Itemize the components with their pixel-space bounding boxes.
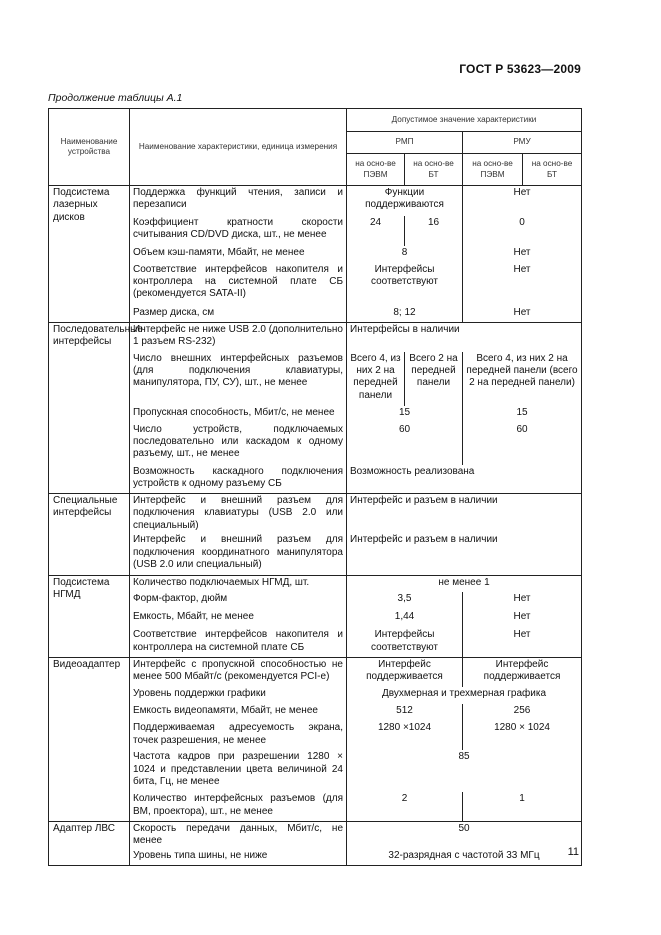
col-rmp-pc-header: на осно-ве ПЭВМ xyxy=(347,154,405,186)
value-rmp: 15 xyxy=(347,406,463,423)
col-allowed-header: Допустимое значение характеристики xyxy=(347,109,582,132)
page-number: 11 xyxy=(567,846,579,858)
value-rmu: 15 xyxy=(463,406,582,423)
value-rmu: 1280 × 1024 xyxy=(463,721,582,750)
device-sequential: Последовательные интерфейсы xyxy=(49,323,130,494)
device-fdd: Подсистема НГМД xyxy=(49,575,130,657)
characteristic: Количество интерфейсных разъемов (для ВМ, проектора), шт., не менее xyxy=(130,792,347,821)
characteristic: Объем кэш-памяти, Мбайт, не менее xyxy=(130,246,347,263)
value-rmp: Интерфейсы соответствуют xyxy=(347,628,463,657)
value-rmp: 3,5 xyxy=(347,592,463,610)
value-rmu: Нет xyxy=(463,306,582,323)
characteristic: Интерфейс и внешний разъем для подключения клавиатуры (USB 2.0 или специальный) xyxy=(130,494,347,534)
characteristic: Емкость, Мбайт, не менее xyxy=(130,610,347,628)
value-all: Интерфейс и разъем в наличии xyxy=(347,533,582,575)
device-video: Видеоадаптер xyxy=(49,657,130,821)
table-row xyxy=(49,657,582,687)
value-rmp: Интерфейсы соответствуют xyxy=(347,263,463,306)
characteristic: Число внешних интерфейсных разъемов (для подключения клавиатуры, манипулятора, ПУ, СУ), шт., не менее xyxy=(130,352,347,406)
characteristic: Возможность каскадного подключения устройств к одному разъему СБ xyxy=(130,465,347,494)
value-all: 85 xyxy=(347,750,582,792)
characteristics-table xyxy=(48,108,582,866)
table-row xyxy=(49,575,582,592)
col-device-header: Наименование устройства xyxy=(49,109,130,186)
col-rmu-pc-header: на осно-ве ПЭВМ xyxy=(463,154,523,186)
characteristic: Соответствие интерфейсов накопителя и контроллера на системной плате СБ (рекомендуется SATA-II) xyxy=(130,263,347,306)
standard-number: ГОСТ Р 53623—2009 xyxy=(459,62,581,76)
value-rmp-bt: Всего 2 на передней панели xyxy=(405,352,463,406)
value-rmp: 60 xyxy=(347,423,463,465)
device-lan: Адаптер ЛВС xyxy=(49,821,130,865)
table-row xyxy=(49,494,582,534)
characteristic: Интерфейс с пропускной способностью не менее 500 Мбайт/с (рекомендуется PCI-e) xyxy=(130,657,347,687)
characteristic: Коэффициент кратности скорости считывания CD/DVD диска, шт., не менее xyxy=(130,216,347,246)
device-laser: Подсистема лазерных дисков xyxy=(49,186,130,323)
value-rmu: 0 xyxy=(463,216,582,246)
value-rmu: Нет xyxy=(463,263,582,306)
value-rmp: 2 xyxy=(347,792,463,821)
characteristic: Форм-фактор, дюйм xyxy=(130,592,347,610)
characteristic: Размер диска, см xyxy=(130,306,347,323)
characteristic: Число устройств, подключаемых последовательно или каскадом к одному разъему, шт., не менее xyxy=(130,423,347,465)
value-all: Двухмерная и трехмерная графика xyxy=(347,687,582,704)
value-rmp: 1,44 xyxy=(347,610,463,628)
value-all: Интерфейс и разъем в наличии xyxy=(347,494,582,534)
value-rmp-bt: 16 xyxy=(405,216,463,246)
value-all: не менее 1 xyxy=(347,575,582,592)
table-row xyxy=(49,323,582,352)
value-rmu: Нет xyxy=(463,610,582,628)
value-all: Возможность реализована xyxy=(347,465,582,494)
characteristic: Уровень типа шины, не ниже xyxy=(130,849,347,866)
value-rmu: 60 xyxy=(463,423,582,465)
characteristic: Поддерживаемая адресуемость экрана, точек разрешения, не менее xyxy=(130,721,347,750)
value-all: 32-разрядная с частотой 33 МГц xyxy=(347,849,582,866)
value-rmp-pc: Всего 4, из них 2 на передней панели xyxy=(347,352,405,406)
device-special: Специальные интерфейсы xyxy=(49,494,130,576)
value-rmp-pc: 24 xyxy=(347,216,405,246)
col-characteristic-header: Наименование характеристики, единица измерения xyxy=(130,109,347,186)
table-continuation-caption: Продолжение таблицы А.1 xyxy=(48,92,183,104)
value-rmp: 8; 12 xyxy=(347,306,463,323)
value-all: 50 xyxy=(347,821,582,848)
characteristic: Интерфейс не ниже USB 2.0 (дополнительно 1 разъем RS-232) xyxy=(130,323,347,352)
characteristic: Количество подключаемых НГМД, шт. xyxy=(130,575,347,592)
characteristic: Поддержка функций чтения, записи и перезаписи xyxy=(130,186,347,216)
table-row xyxy=(49,186,582,216)
col-rmp-header: РМП xyxy=(347,132,463,154)
value-rmu: Нет xyxy=(463,186,582,216)
value-all: Интерфейсы в наличии xyxy=(347,323,582,352)
characteristic: Интерфейс и внешний разъем для подключения координатного манипулятора (USB 2.0 или специальный) xyxy=(130,533,347,575)
characteristic: Соответствие интерфейсов накопителя и контроллера на системной плате СБ xyxy=(130,628,347,657)
value-rmp: 512 xyxy=(347,704,463,721)
col-rmu-header: РМУ xyxy=(463,132,582,154)
value-rmu: 256 xyxy=(463,704,582,721)
value-rmu: Нет xyxy=(463,592,582,610)
value-rmu: Нет xyxy=(463,628,582,657)
value-rmp: 8 xyxy=(347,246,463,263)
value-rmp: 1280 ×1024 xyxy=(347,721,463,750)
characteristic: Пропускная способность, Мбит/с, не менее xyxy=(130,406,347,423)
value-rmu: Интерфейс поддерживается xyxy=(463,657,582,687)
value-rmu: Всего 4, из них 2 на передней панели (всего 2 на передней панели) xyxy=(463,352,582,406)
value-rmu: 1 xyxy=(463,792,582,821)
characteristic: Емкость видеопамяти, Мбайт, не менее xyxy=(130,704,347,721)
characteristic: Скорость передачи данных, Мбит/с, не менее xyxy=(130,821,347,848)
table-row xyxy=(49,821,582,848)
col-rmu-bt-header: на осно-ве БТ xyxy=(523,154,582,186)
characteristic: Частота кадров при разрешении 1280 × 1024 и представлении цвета величиной 24 бита, Гц, не менее xyxy=(130,750,347,792)
value-rmu: Нет xyxy=(463,246,582,263)
characteristic: Уровень поддержки графики xyxy=(130,687,347,704)
value-rmp: Интерфейс поддерживается xyxy=(347,657,463,687)
col-rmp-bt-header: на осно-ве БТ xyxy=(405,154,463,186)
value-rmp: Функции поддерживаются xyxy=(347,186,463,216)
